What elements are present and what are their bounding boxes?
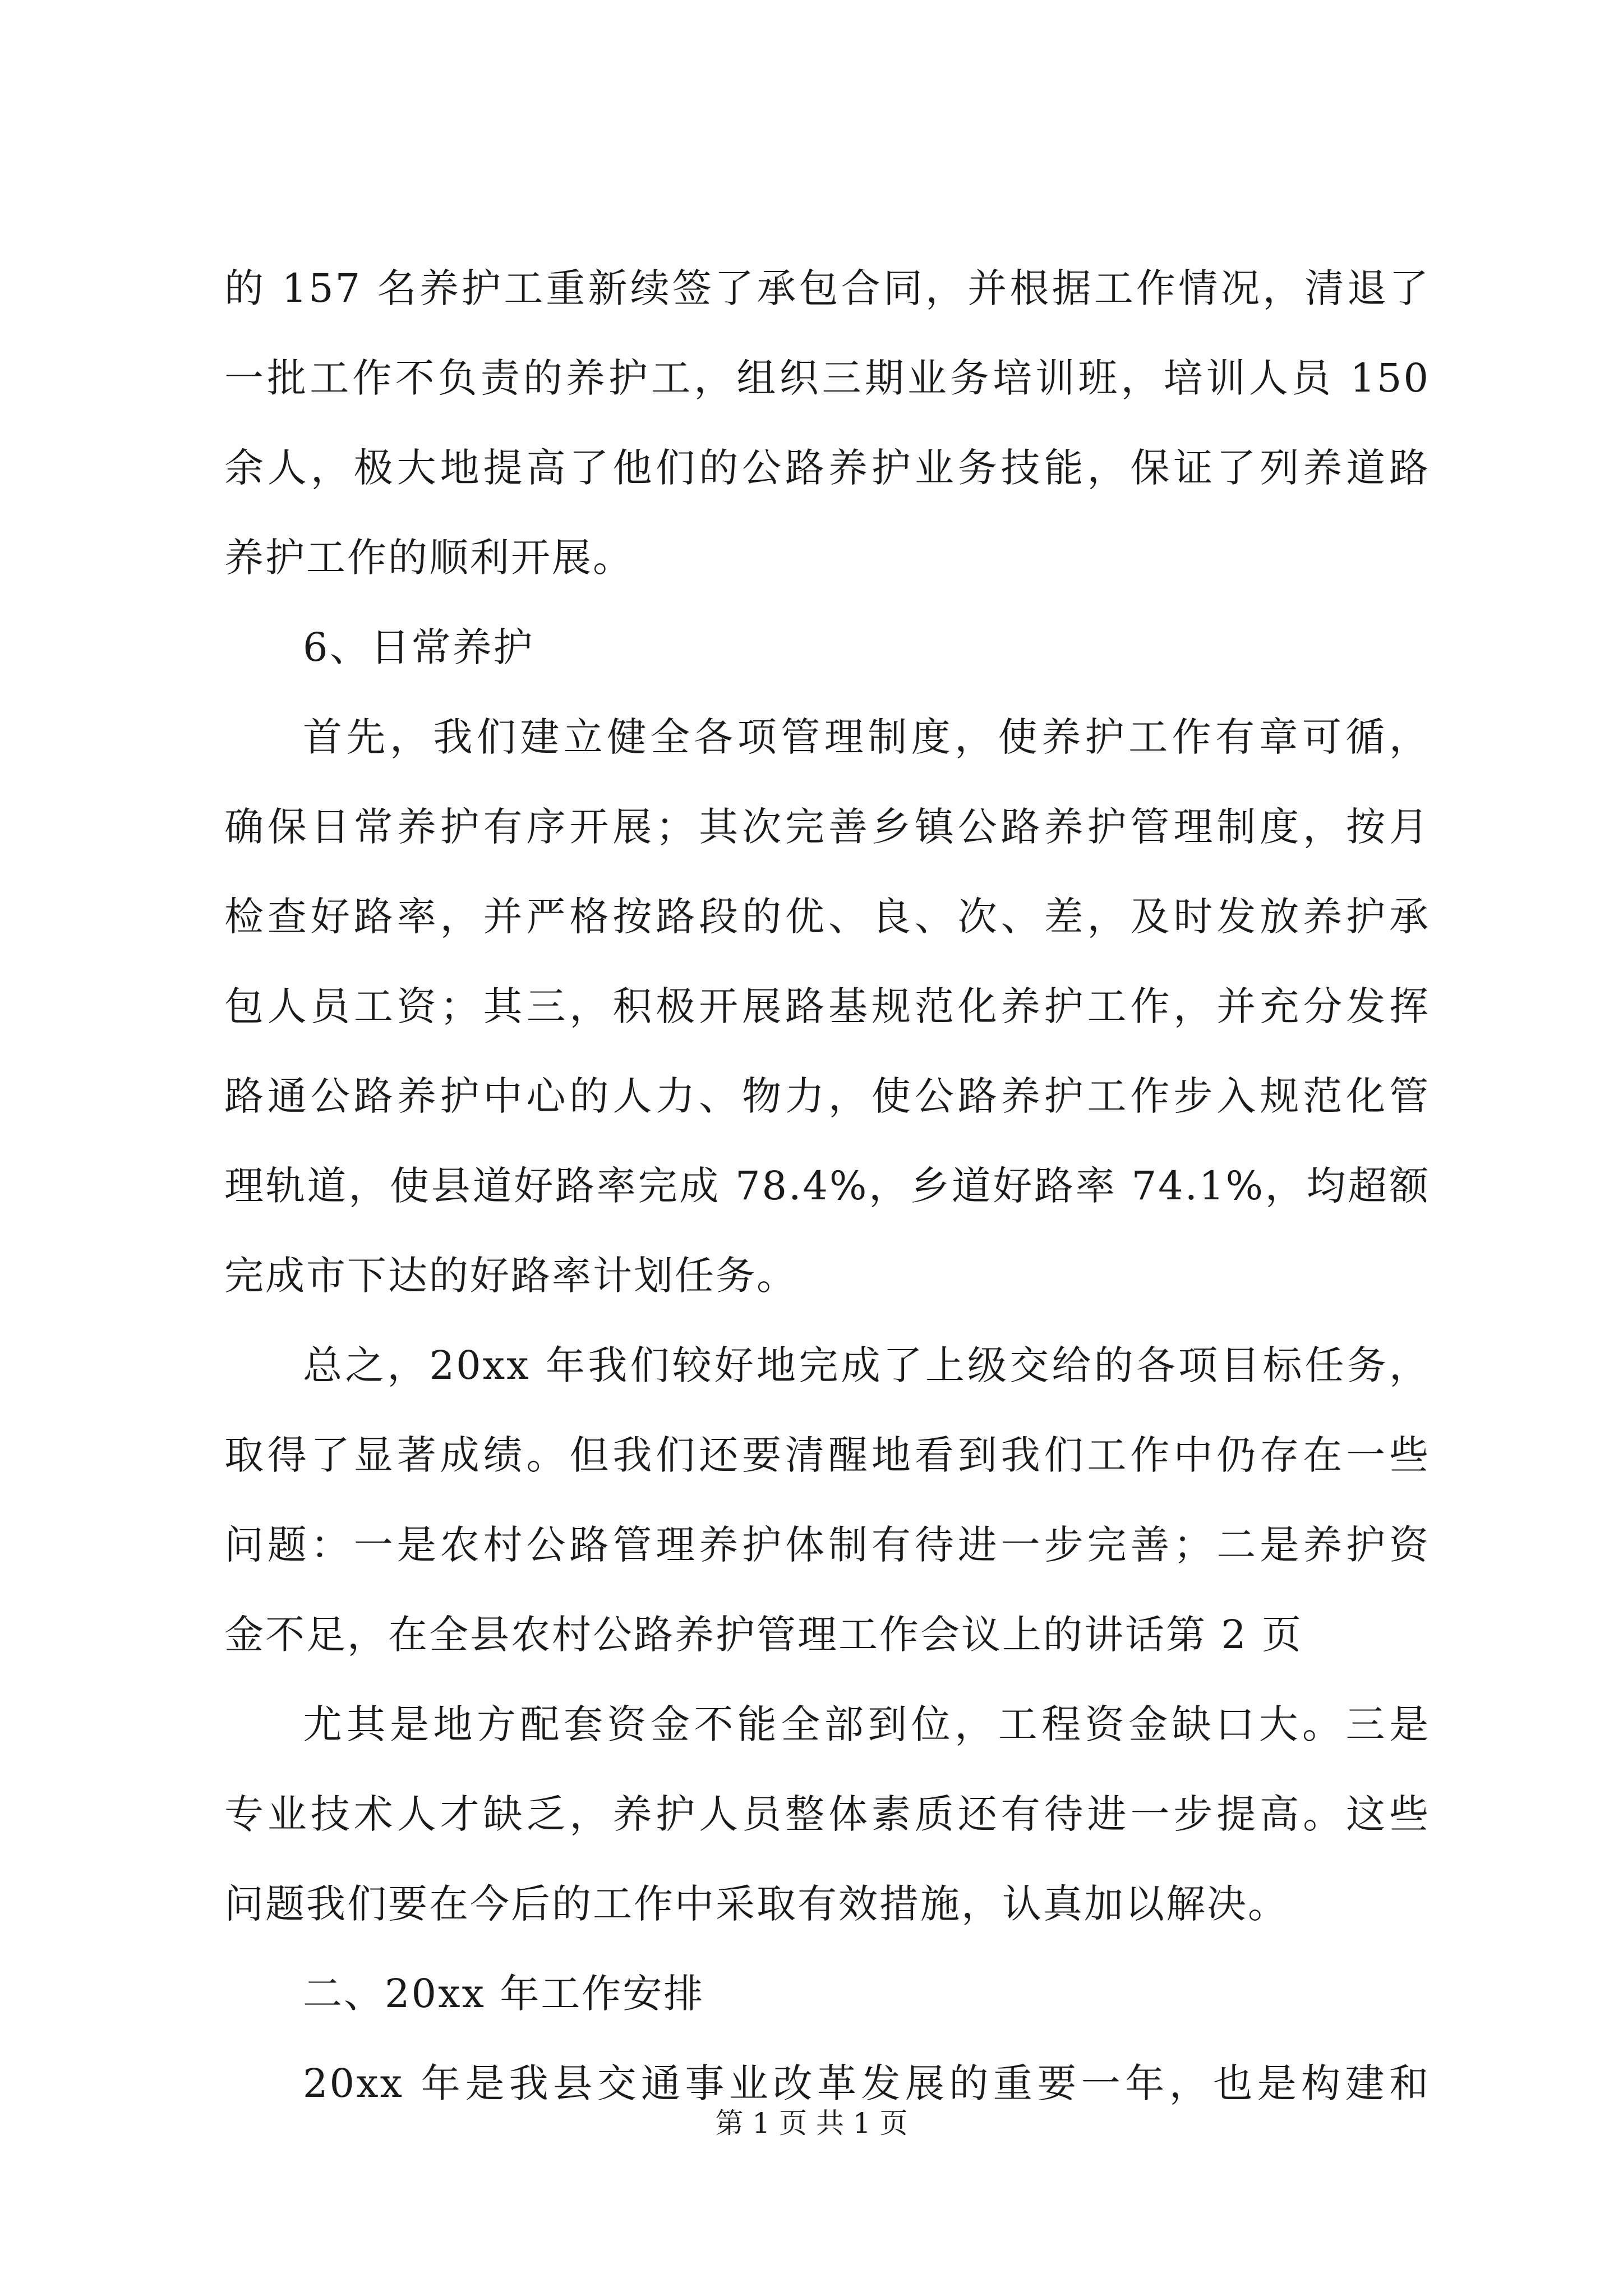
text-line-2: 一批工作不负责的养护工，组织三期业务培训班，培训人员 150	[224, 355, 1430, 401]
text-line-18: 专业技术人才缺乏，养护人员整体素质还有待进一步提高。这些	[224, 1791, 1430, 1837]
text-line-4: 养护工作的顺利开展。	[224, 535, 634, 581]
page-footer: 第 1 页 共 1 页	[715, 2107, 908, 2139]
text-line-11: 理轨道，使县道好路率完成 78.4%，乡道好路率 74.1%，均超额	[224, 1163, 1430, 1209]
text-line-8: 检查好路率，并严格按路段的优、良、次、差，及时发放养护承	[224, 894, 1430, 940]
text-line-10: 路通公路养护中心的人力、物力，使公路养护工作步入规范化管	[224, 1073, 1430, 1119]
text-line-9: 包人员工资；其三，积极开展路基规范化养护工作，并充分发挥	[224, 983, 1430, 1029]
text-line-6: 首先，我们建立健全各项管理制度，使养护工作有章可循，	[303, 714, 1430, 760]
text-line-14: 取得了显著成绩。但我们还要清醒地看到我们工作中仍存在一些	[224, 1432, 1430, 1478]
text-line-1: 的 157 名养护工重新续签了承包合同，并根据工作情况，清退了	[224, 265, 1430, 311]
text-line-3: 余人，极大地提高了他们的公路养护业务技能，保证了列养道路	[224, 445, 1430, 491]
text-line-19: 问题我们要在今后的工作中采取有效措施，认真加以解决。	[224, 1881, 1289, 1927]
text-line-17: 尤其是地方配套资金不能全部到位，工程资金缺口大。三是	[303, 1701, 1430, 1747]
section-heading-work-plan: 二、20xx 年工作安排	[303, 1971, 705, 2017]
text-line-21: 20xx 年是我县交通事业改革发展的重要一年，也是构建和	[303, 2060, 1430, 2106]
text-line-12: 完成市下达的好路率计划任务。	[224, 1253, 797, 1299]
text-line-15: 问题：一是农村公路管理养护体制有待进一步完善；二是养护资	[224, 1522, 1430, 1568]
text-line-13: 总之，20xx 年我们较好地完成了上级交给的各项目标任务，	[303, 1342, 1430, 1388]
section-heading-daily-maintenance: 6、日常养护	[303, 624, 534, 670]
text-line-7: 确保日常养护有序开展；其次完善乡镇公路养护管理制度，按月	[224, 804, 1430, 850]
text-line-16: 金不足，在全县农村公路养护管理工作会议上的讲话第 2 页	[224, 1612, 1303, 1658]
